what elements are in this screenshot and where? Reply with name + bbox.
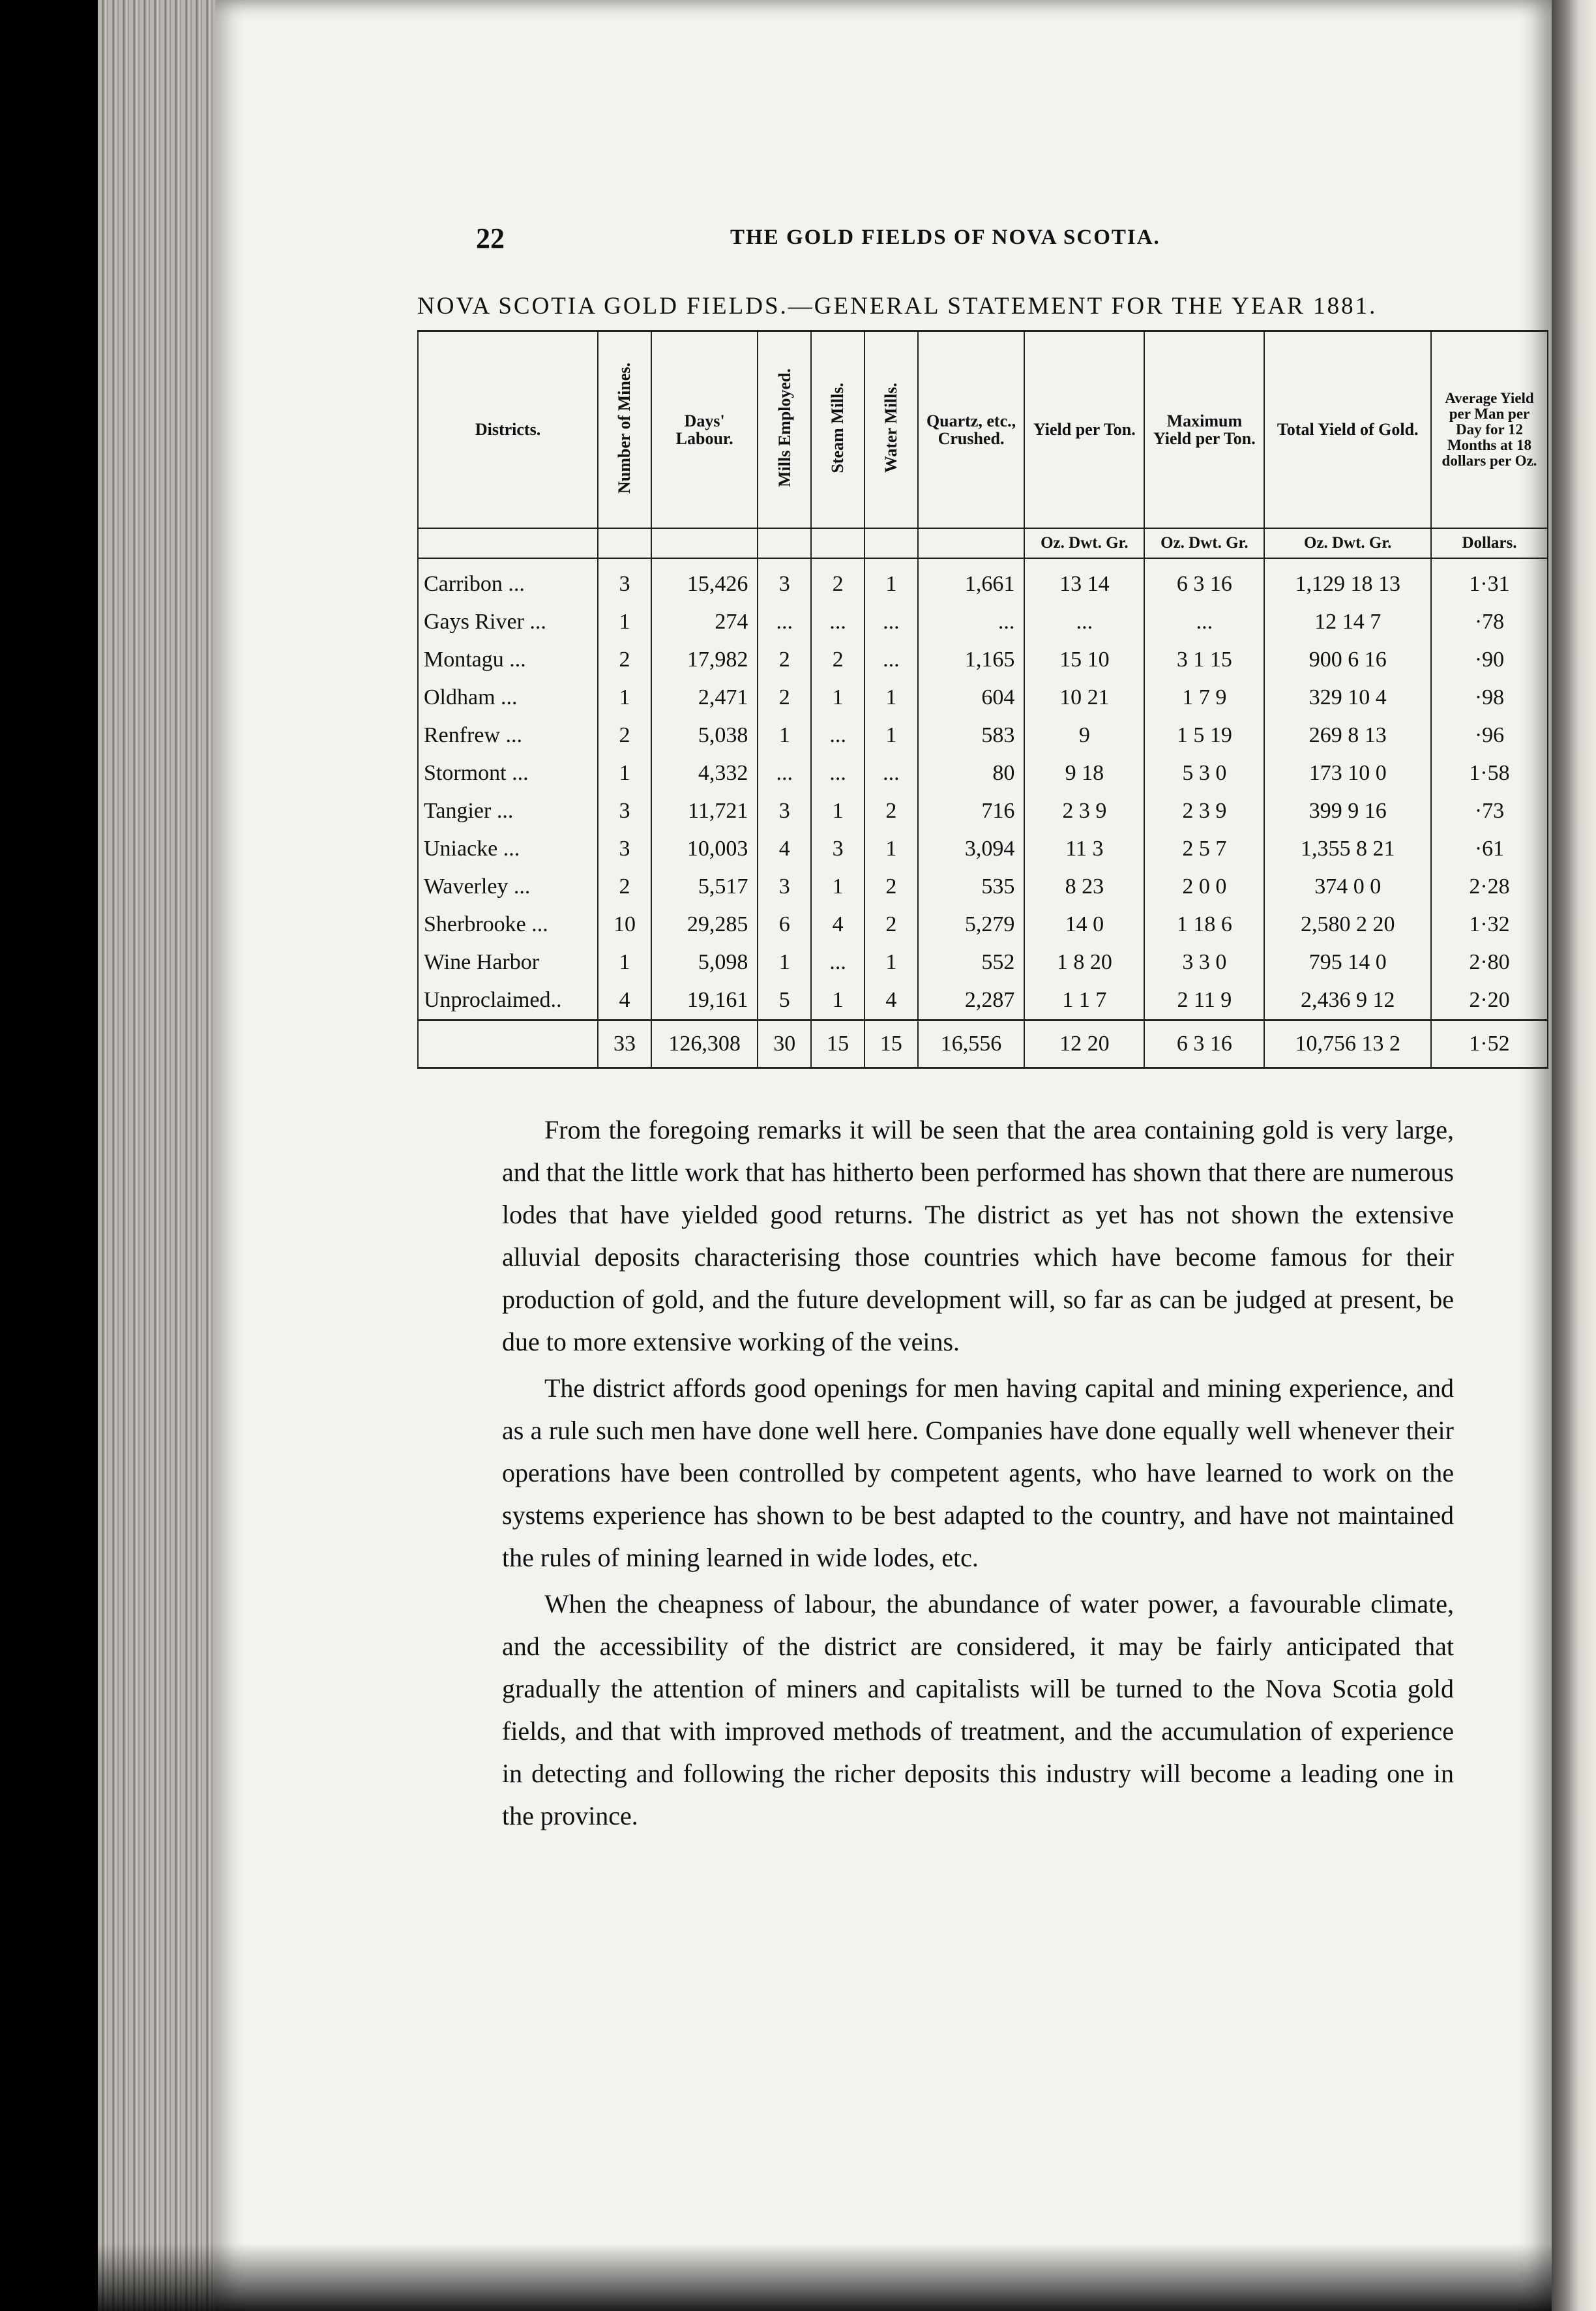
- district-cell: Waverley ...: [418, 868, 598, 906]
- table-cell: 3: [758, 868, 811, 906]
- total-cell: 1·52: [1431, 1021, 1548, 1068]
- total-cell: 10,756 13 2: [1264, 1021, 1431, 1068]
- table-cell: 2 5 7: [1144, 830, 1264, 868]
- table-cell: 10: [598, 906, 651, 944]
- table-cell: ...: [864, 754, 918, 792]
- table-cell: ...: [811, 717, 864, 754]
- table-cell: 1: [864, 558, 918, 603]
- total-cell: 30: [758, 1021, 811, 1068]
- district-cell: Oldham ...: [418, 679, 598, 717]
- table-cell: 274: [651, 603, 758, 641]
- total-cell: 12 20: [1024, 1021, 1144, 1068]
- district-cell: Gays River ...: [418, 603, 598, 641]
- table-cell: 2: [598, 868, 651, 906]
- table-cell: 2·28: [1431, 868, 1548, 906]
- table-cell: 535: [918, 868, 1025, 906]
- table-cell: 716: [918, 792, 1025, 830]
- table-cell: 4,332: [651, 754, 758, 792]
- table-units-row: [418, 528, 1548, 558]
- table-cell: 552: [918, 944, 1025, 981]
- total-cell: 15: [864, 1021, 918, 1068]
- table-row: [418, 558, 1548, 603]
- table-cell: 2 11 9: [1144, 981, 1264, 1021]
- table-cell: 2,436 9 12: [1264, 981, 1431, 1021]
- table-cell: 2 3 9: [1144, 792, 1264, 830]
- table-cell: ...: [918, 603, 1025, 641]
- table-cell: 9: [1024, 717, 1144, 754]
- table-row: [418, 868, 1548, 906]
- table-body: [418, 558, 1548, 1021]
- table-cell: 1 18 6: [1144, 906, 1264, 944]
- table-cell: 15 10: [1024, 641, 1144, 679]
- table-cell: ...: [811, 603, 864, 641]
- table-cell: 1,355 8 21: [1264, 830, 1431, 868]
- table-cell: 2 3 9: [1024, 792, 1144, 830]
- table-cell: 1 7 9: [1144, 679, 1264, 717]
- table-cell: 9 18: [1024, 754, 1144, 792]
- table-cell: 5,098: [651, 944, 758, 981]
- district-cell: Uniacke ...: [418, 830, 598, 868]
- table-cell: 2: [811, 558, 864, 603]
- table-cell: ...: [1024, 603, 1144, 641]
- table-cell: 29,285: [651, 906, 758, 944]
- table-cell: 1: [598, 944, 651, 981]
- unit-cell: [758, 528, 811, 558]
- district-cell: Stormont ...: [418, 754, 598, 792]
- book-page-edges: [98, 0, 222, 2311]
- district-cell: Renfrew ...: [418, 717, 598, 754]
- col-header-maximum-yield: Maximum Yield per Ton.: [1144, 331, 1264, 529]
- table-cell: 6 3 16: [1144, 558, 1264, 603]
- total-cell: 6 3 16: [1144, 1021, 1264, 1068]
- unit-cell: [651, 528, 758, 558]
- table-cell: 5,038: [651, 717, 758, 754]
- table-cell: ·78: [1431, 603, 1548, 641]
- table-cell: 4: [864, 981, 918, 1021]
- total-cell: 15: [811, 1021, 864, 1068]
- table-cell: 13 14: [1024, 558, 1144, 603]
- table-cell: 3: [758, 558, 811, 603]
- body-text: [502, 1109, 1454, 1841]
- book-binding-edge: [1552, 0, 1596, 2311]
- table-cell: 11 3: [1024, 830, 1144, 868]
- table-cell: 2: [598, 717, 651, 754]
- table-cell: 1: [811, 792, 864, 830]
- table-cell: 2,580 2 20: [1264, 906, 1431, 944]
- table-cell: 3,094: [918, 830, 1025, 868]
- table-cell: 5,517: [651, 868, 758, 906]
- table-cell: 1·31: [1431, 558, 1548, 603]
- table-cell: 1·32: [1431, 906, 1548, 944]
- table-cell: 4: [598, 981, 651, 1021]
- table-cell: 2: [864, 792, 918, 830]
- col-header-quartz-crushed: Quartz, etc., Crushed.: [918, 331, 1025, 529]
- table-cell: 15,426: [651, 558, 758, 603]
- unit-cell: [918, 528, 1025, 558]
- table-cell: 604: [918, 679, 1025, 717]
- table-row: [418, 717, 1548, 754]
- total-cell: 126,308: [651, 1021, 758, 1068]
- table-cell: ·61: [1431, 830, 1548, 868]
- table-cell: 900 6 16: [1264, 641, 1431, 679]
- table-row: [418, 641, 1548, 679]
- table-cell: 2: [758, 679, 811, 717]
- table-cell: 6: [758, 906, 811, 944]
- col-header-mills-employed-label: Mills Employed.: [775, 368, 794, 488]
- table-cell: 19,161: [651, 981, 758, 1021]
- page-header: [476, 222, 1493, 261]
- table-cell: 5,279: [918, 906, 1025, 944]
- unit-cell: Oz. Dwt. Gr.: [1024, 528, 1144, 558]
- table-cell: 583: [918, 717, 1025, 754]
- page-number: 22: [476, 222, 505, 254]
- table-cell: 2·20: [1431, 981, 1548, 1021]
- district-cell: Unproclaimed..: [418, 981, 598, 1021]
- table-row: [418, 754, 1548, 792]
- table-cell: 1 5 19: [1144, 717, 1264, 754]
- table-cell: ...: [864, 603, 918, 641]
- table-title: NOVA SCOTIA GOLD FIELDS.—GENERAL STATEMENT FOR THE YEAR 1881.: [417, 293, 1378, 320]
- col-header-number-of-mines: [598, 331, 651, 529]
- col-header-districts: Districts.: [418, 331, 598, 529]
- table-cell: 2: [864, 906, 918, 944]
- district-cell: Carribon ...: [418, 558, 598, 603]
- table-row: [418, 944, 1548, 981]
- table-row: [418, 981, 1548, 1021]
- table-cell: 2,287: [918, 981, 1025, 1021]
- table-cell: 12 14 7: [1264, 603, 1431, 641]
- table-cell: 1: [864, 830, 918, 868]
- table-cell: 14 0: [1024, 906, 1144, 944]
- table-cell: 80: [918, 754, 1025, 792]
- table-cell: ...: [864, 641, 918, 679]
- col-header-total-yield: Total Yield of Gold.: [1264, 331, 1431, 529]
- table-cell: 374 0 0: [1264, 868, 1431, 906]
- table-cell: 5: [758, 981, 811, 1021]
- col-header-number-of-mines-label: Number of Mines.: [615, 362, 634, 494]
- paragraph: When the cheapness of labour, the abundance of water power, a favourable climate, and the accessibility of the district are considered, it may be fairly anticipated that gradually the attention of miners and capitalists will be turned to the Nova Scotia gold fields, and that with improved methods of treatment, and the accumulation of experience in detecting and following the richer deposits this industry will become a leading one in the province.: [502, 1589, 1454, 1830]
- table-cell: 1: [758, 717, 811, 754]
- table-cell: 1: [864, 679, 918, 717]
- table-cell: ·90: [1431, 641, 1548, 679]
- district-cell: Sherbrooke ...: [418, 906, 598, 944]
- unit-cell: [864, 528, 918, 558]
- table-cell: 1: [811, 868, 864, 906]
- col-header-days-labour: Days' Labour.: [651, 331, 758, 529]
- table-cell: 1 1 7: [1024, 981, 1144, 1021]
- table-cell: 3: [758, 792, 811, 830]
- district-cell: Wine Harbor: [418, 944, 598, 981]
- table-cell: 2: [598, 641, 651, 679]
- table-cell: 2: [811, 641, 864, 679]
- unit-cell: Dollars.: [1431, 528, 1548, 558]
- paragraph: The district affords good openings for men having capital and mining experience, and as a rule such men have done well here. Companies have done equally well whenever their operations have been controlled by competent agents, who have learned to work on the systems experience has shown to be best adapted to the country, and have not maintained the rules of mining learned in wide lodes, etc.: [502, 1373, 1454, 1572]
- table-row: [418, 603, 1548, 641]
- unit-cell: [418, 528, 598, 558]
- table-cell: ...: [1144, 603, 1264, 641]
- table-row: [418, 792, 1548, 830]
- table-cell: ·96: [1431, 717, 1548, 754]
- table-header-row: [418, 331, 1548, 529]
- unit-cell: Oz. Dwt. Gr.: [1144, 528, 1264, 558]
- col-header-mills-employed: [758, 331, 811, 529]
- table-cell: 1: [864, 944, 918, 981]
- district-cell: Tangier ...: [418, 792, 598, 830]
- table-cell: 1: [811, 981, 864, 1021]
- table-cell: ...: [811, 944, 864, 981]
- table-cell: 10 21: [1024, 679, 1144, 717]
- table-cell: 399 9 16: [1264, 792, 1431, 830]
- table-cell: ...: [811, 754, 864, 792]
- col-header-steam-mills: [811, 331, 864, 529]
- table-row: [418, 906, 1548, 944]
- total-cell: 33: [598, 1021, 651, 1068]
- totals-row: [418, 1021, 1548, 1068]
- col-header-water-mills-label: Water Mills.: [881, 383, 901, 473]
- table-cell: 269 8 13: [1264, 717, 1431, 754]
- table-cell: 3 1 15: [1144, 641, 1264, 679]
- table-cell: 2,471: [651, 679, 758, 717]
- running-title: THE GOLD FIELDS OF NOVA SCOTIA.: [730, 226, 1160, 249]
- table-cell: 8 23: [1024, 868, 1144, 906]
- table-cell: 2·80: [1431, 944, 1548, 981]
- col-header-average-yield: Average Yield per Man per Day for 12 Months at 18 dollars per Oz.: [1431, 331, 1548, 529]
- total-cell: [418, 1021, 598, 1068]
- table-cell: 2 0 0: [1144, 868, 1264, 906]
- table-cell: 1: [864, 717, 918, 754]
- table-cell: 3: [811, 830, 864, 868]
- table-cell: 1: [811, 679, 864, 717]
- table-cell: 1: [758, 944, 811, 981]
- col-header-steam-mills-label: Steam Mills.: [828, 383, 848, 473]
- col-header-yield-per-ton: Yield per Ton.: [1024, 331, 1144, 529]
- table-cell: 1: [598, 754, 651, 792]
- table-cell: 1 8 20: [1024, 944, 1144, 981]
- total-cell: 16,556: [918, 1021, 1025, 1068]
- paragraph: From the foregoing remarks it will be seen that the area containing gold is very large, and that the little work that has hitherto been performed has shown that there are numerous lodes that have yielded good returns. The district as yet has not shown the extensive alluvial deposits characterising those countries which have become famous for their production of gold, and the future development will, so far as can be judged at present, be due to more extensive working of the veins.: [502, 1115, 1454, 1356]
- bottom-shadow: [98, 2243, 1552, 2311]
- table-cell: 2: [864, 868, 918, 906]
- unit-cell: [598, 528, 651, 558]
- table-cell: 1: [598, 603, 651, 641]
- table-cell: 3: [598, 792, 651, 830]
- table-cell: 3: [598, 558, 651, 603]
- table-cell: 17,982: [651, 641, 758, 679]
- table-cell: 1,165: [918, 641, 1025, 679]
- table-cell: 10,003: [651, 830, 758, 868]
- table-row: [418, 830, 1548, 868]
- table-cell: 11,721: [651, 792, 758, 830]
- table-cell: 329 10 4: [1264, 679, 1431, 717]
- unit-cell: [811, 528, 864, 558]
- table-cell: 1,129 18 13: [1264, 558, 1431, 603]
- district-cell: Montagu ...: [418, 641, 598, 679]
- table-cell: 3: [598, 830, 651, 868]
- table-cell: 173 10 0: [1264, 754, 1431, 792]
- table-cell: 2: [758, 641, 811, 679]
- table-cell: 5 3 0: [1144, 754, 1264, 792]
- table-cell: 1·58: [1431, 754, 1548, 792]
- table-cell: 795 14 0: [1264, 944, 1431, 981]
- table-cell: ...: [758, 754, 811, 792]
- table-cell: 3 3 0: [1144, 944, 1264, 981]
- table-cell: 1,661: [918, 558, 1025, 603]
- table-cell: 1: [598, 679, 651, 717]
- statement-table-container: [417, 330, 1548, 1069]
- table-cell: 4: [811, 906, 864, 944]
- unit-cell: Oz. Dwt. Gr.: [1264, 528, 1431, 558]
- gold-fields-statement-table: [417, 330, 1548, 1069]
- table-cell: ·98: [1431, 679, 1548, 717]
- col-header-water-mills: [864, 331, 918, 529]
- table-cell: ...: [758, 603, 811, 641]
- table-cell: 4: [758, 830, 811, 868]
- table-row: [418, 679, 1548, 717]
- table-cell: ·73: [1431, 792, 1548, 830]
